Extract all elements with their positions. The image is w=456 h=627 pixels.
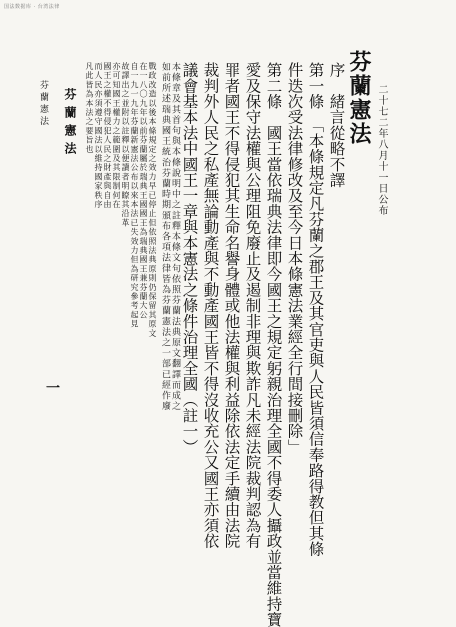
watermark-text: 国法数据库 · 台湾法律 xyxy=(4,4,60,10)
article-1-line-1: 第一條 「本條規定凡芬蘭之郡王及其官吏與人民皆須信奉路得教但其條 xyxy=(306,62,325,557)
running-head: 芬蘭憲法 xyxy=(63,88,77,160)
lower-note-5: 亦可知國王權力之範圍及其限制何在 xyxy=(112,62,121,210)
article-2-line-5: 議會基本法中國王一章與本憲法之條件治理全國（註一） xyxy=(180,62,199,455)
note-column-2: 如前所述瑞典國王統治芬蘭時期頒布各項法律皆為芬蘭憲法之一部已經作廢 xyxy=(160,62,170,412)
article-2-line-3: 罪者國王不得侵犯其生命名譽身體或他法權與利益除依法定手續由法院 xyxy=(222,62,241,549)
page-number: 一 xyxy=(46,381,60,397)
lower-note-3: 自一九一九年芬蘭新憲法公布以來本法已失效力但為研究參考起見 xyxy=(130,62,139,329)
article-2-line-4: 裁判外人民之私產無論動產與不動產國王皆不得沒收充公又國王亦須依 xyxy=(201,62,220,549)
lower-note-1: 戰政改造以後本條規定之效力早已停止但依照法典原則仍保留其原文 xyxy=(148,62,157,338)
article-2-line-2: 愛及保守法權與公理阻免廢止及遏制非理與欺詐凡未經法院裁判認為有 xyxy=(243,62,262,549)
document-title: 芬蘭憲法 xyxy=(346,50,372,146)
lower-note-2: 在一八〇九年以前芬蘭屬於瑞典王國國王為瑞典國王兼芬蘭大公 xyxy=(139,62,148,320)
preamble-column: 序 緒言從略不譯 xyxy=(327,62,346,188)
lower-note-6: 國王之權不得侵犯人民之財產與自由 xyxy=(103,62,112,210)
folio-text: 芬蘭憲法 xyxy=(38,80,48,128)
lower-note-8: 凡此皆為本法之要旨也 xyxy=(85,62,94,154)
article-1-line-2: 件迭次受法律修改及至今日本條憲法業經全行間接刪除」 xyxy=(285,62,304,455)
article-2-line-1: 第二條 國王當依瑞典法律即今國王之規定躬親治理全國不得委人攝政並當維持寶 xyxy=(264,62,283,627)
lower-note-7: 而人民亦須遵守國法以維持國家秩序 xyxy=(94,62,103,210)
promulgation-date: 二十七二年八月十一日公布 xyxy=(376,84,387,216)
lower-note-4: 故譯出之並附以註釋以便讀者明瞭其沿革 xyxy=(121,62,130,228)
note-column-1: 本條章及其首句與本條說明中之註釋本條文句依照芬蘭法典原文翻譯而成之 xyxy=(170,62,180,412)
